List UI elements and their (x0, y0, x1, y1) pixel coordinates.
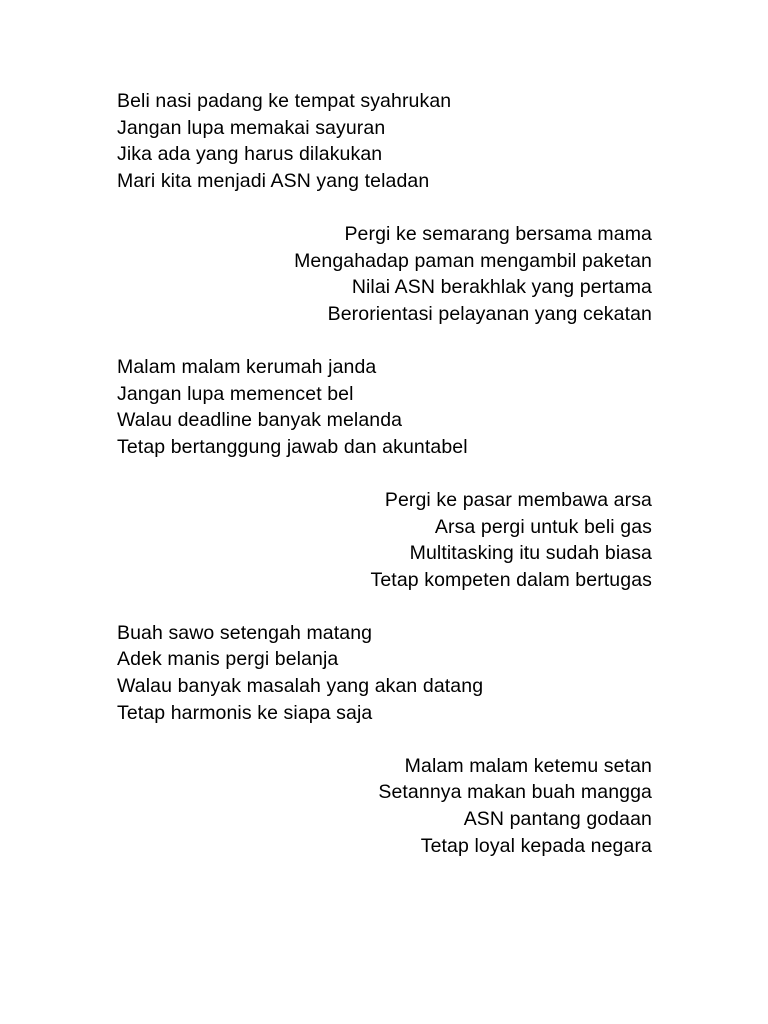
stanza-2 (117, 221, 652, 327)
stanza-line: Setannya makan buah mangga (378, 781, 652, 804)
stanza-line: Tetap harmonis ke siapa saja (117, 701, 373, 724)
stanza-line: Walau deadline banyak melanda (117, 409, 403, 432)
stanza-line: Multitasking itu sudah biasa (409, 542, 652, 565)
stanza-line: Pergi ke semarang bersama mama (344, 222, 652, 245)
stanza-line: Mari kita menjadi ASN yang teladan (117, 169, 430, 192)
stanza-6 (117, 753, 652, 859)
stanza-3 (117, 354, 652, 460)
stanza-line: Beli nasi padang ke tempat syahrukan (117, 90, 452, 112)
stanza-line: Arsa pergi untuk beli gas (434, 515, 652, 538)
stanza-line: Adek manis pergi belanja (117, 648, 339, 671)
stanza-line: Tetap bertanggung jawab dan akuntabel (117, 435, 468, 458)
stanza-line: Mengahadap paman mengambil paketan (294, 249, 652, 272)
stanza-line: Berorientasi pelayanan yang cekatan (327, 302, 652, 325)
stanza-line: ASN pantang godaan (463, 808, 652, 831)
stanza-1 (117, 88, 652, 194)
stanza-5 (117, 620, 652, 726)
stanza-line: Walau banyak masalah yang akan datang (117, 675, 484, 698)
stanza-line: Jangan lupa memakai sayuran (117, 116, 386, 139)
stanza-line: Pergi ke pasar membawa arsa (384, 488, 652, 511)
stanza-line: Buah sawo setengah matang (117, 621, 373, 644)
stanza-line: Tetap kompeten dalam bertugas (370, 568, 652, 591)
stanza-line: Jangan lupa memencet bel (117, 382, 354, 405)
stanza-line: Tetap loyal kepada negara (420, 834, 652, 857)
stanza-line: Nilai ASN berakhlak yang pertama (351, 276, 652, 299)
stanza-4 (117, 487, 652, 593)
stanza-line: Malam malam ketemu setan (404, 754, 652, 777)
stanza-line: Jika ada yang harus dilakukan (117, 143, 383, 166)
poem (117, 88, 652, 886)
stanza-line: Malam malam kerumah janda (117, 355, 377, 378)
